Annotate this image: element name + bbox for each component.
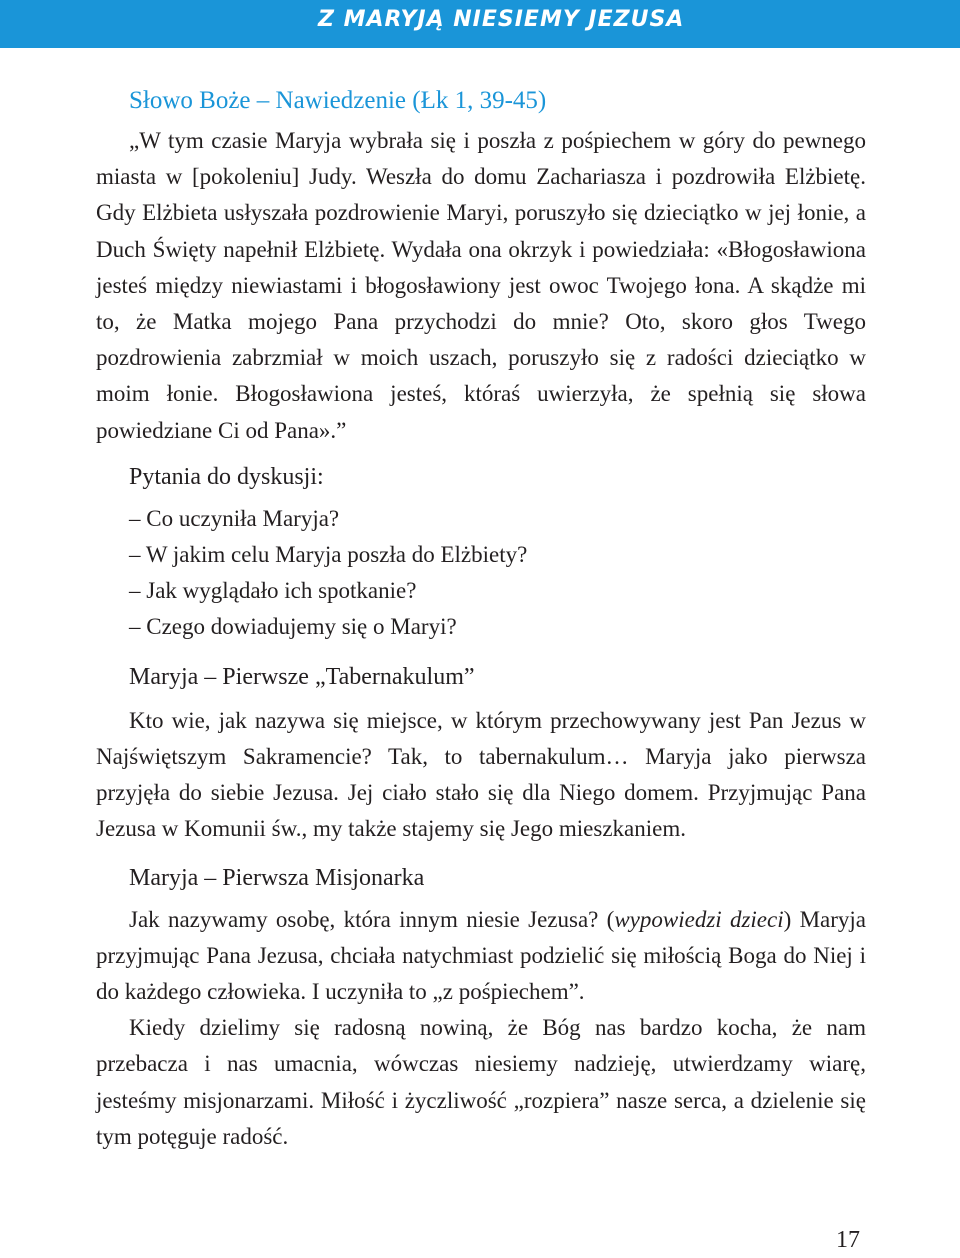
missionary-text-before: Jak nazywamy osobę, która innym niesie Jezusa? ( [129, 906, 615, 932]
page-number: 17 [836, 1227, 860, 1253]
page-content [96, 82, 866, 1155]
discussion-question: – W jakim celu Maryja poszła do Elżbiety? [129, 541, 528, 567]
discussion-question: – Jak wyglądało ich spotkanie? [129, 577, 417, 603]
discussion-question: – Co uczyniła Maryja? [129, 505, 340, 531]
reading-title: Słowo Boże – Nawiedzenie (Łk 1, 39-45) [129, 87, 547, 114]
discussion-title: Pytania do dyskusji: [129, 463, 324, 490]
missionary-paragraph-2: Kiedy dzielimy się radosną nowiną, że Bóg nas bardzo kocha, że nam przebacza i nas umacnia, wówczas niesiemy nadzieję, utwierdzamy wiarę, jesteśmy misjonarzami. Miłość i życzliwość „rozpiera” nasze serca, a dzielenie się tym potęguje radość. [96, 1015, 866, 1149]
missionary-title: Maryja – Pierwsza Misjonarka [129, 864, 425, 891]
missionary-italic-note: wypowiedzi dzieci [614, 906, 784, 932]
missionary-paragraph-1 [96, 902, 866, 1011]
tabernacle-text: Kto wie, jak nazywa się miejsce, w którym przechowywany jest Pan Jezus w Najświętszym Sakramencie? Tak, to tabernakulum… Maryja jako pierwsza przyjęła do siebie Jezusa. Jej ciało stało się dla Niego domem. Przyjmując Pana Jezusa w Komunii św., my także stajemy się Jego mieszkaniem. [96, 707, 866, 842]
missionary-text-after: ) Maryja przyjmując Pana Jezusa, chciała natychmiast podzielić się miłością Boga do Niej i do każdego człowieka. I uczyniła to „z pośpiechem”. [96, 906, 866, 1005]
running-header-title: Z MARYJĄ NIESIEMY JEZUSA [318, 7, 685, 32]
header-band [0, 0, 960, 48]
reading-text: „W tym czasie Maryja wybrała się i poszła z pośpiechem w góry do pewnego miasta w [pokoleniu] Judy. Weszła do domu Zachariasza i pozdrowiła Elżbietę. Gdy Elżbieta usłyszała pozdrowienie Maryi, poruszyło się dzieciątko w jej łonie, a Duch Święty napełnił Elżbietę. Wydała ona okrzyk i powiedziała: «Błogosławiona jesteś między niewiastami i błogosławiony jest owoc Twojego łona. A skądże mi to, że Matka mojego Pana przychodzi do mnie? Oto, skoro głos Twego pozdrowienia zabrzmiał w moich uszach, poruszyło się z radości dzieciątko w moim łonie. Błogosławiona jesteś, któraś uwierzyła, że spełnią się słowa powiedziane Ci od Pana».” [96, 128, 866, 443]
discussion-question: – Czego dowiadujemy się o Maryi? [129, 613, 457, 639]
tabernacle-title: Maryja – Pierwsze „Tabernakulum” [129, 663, 475, 690]
